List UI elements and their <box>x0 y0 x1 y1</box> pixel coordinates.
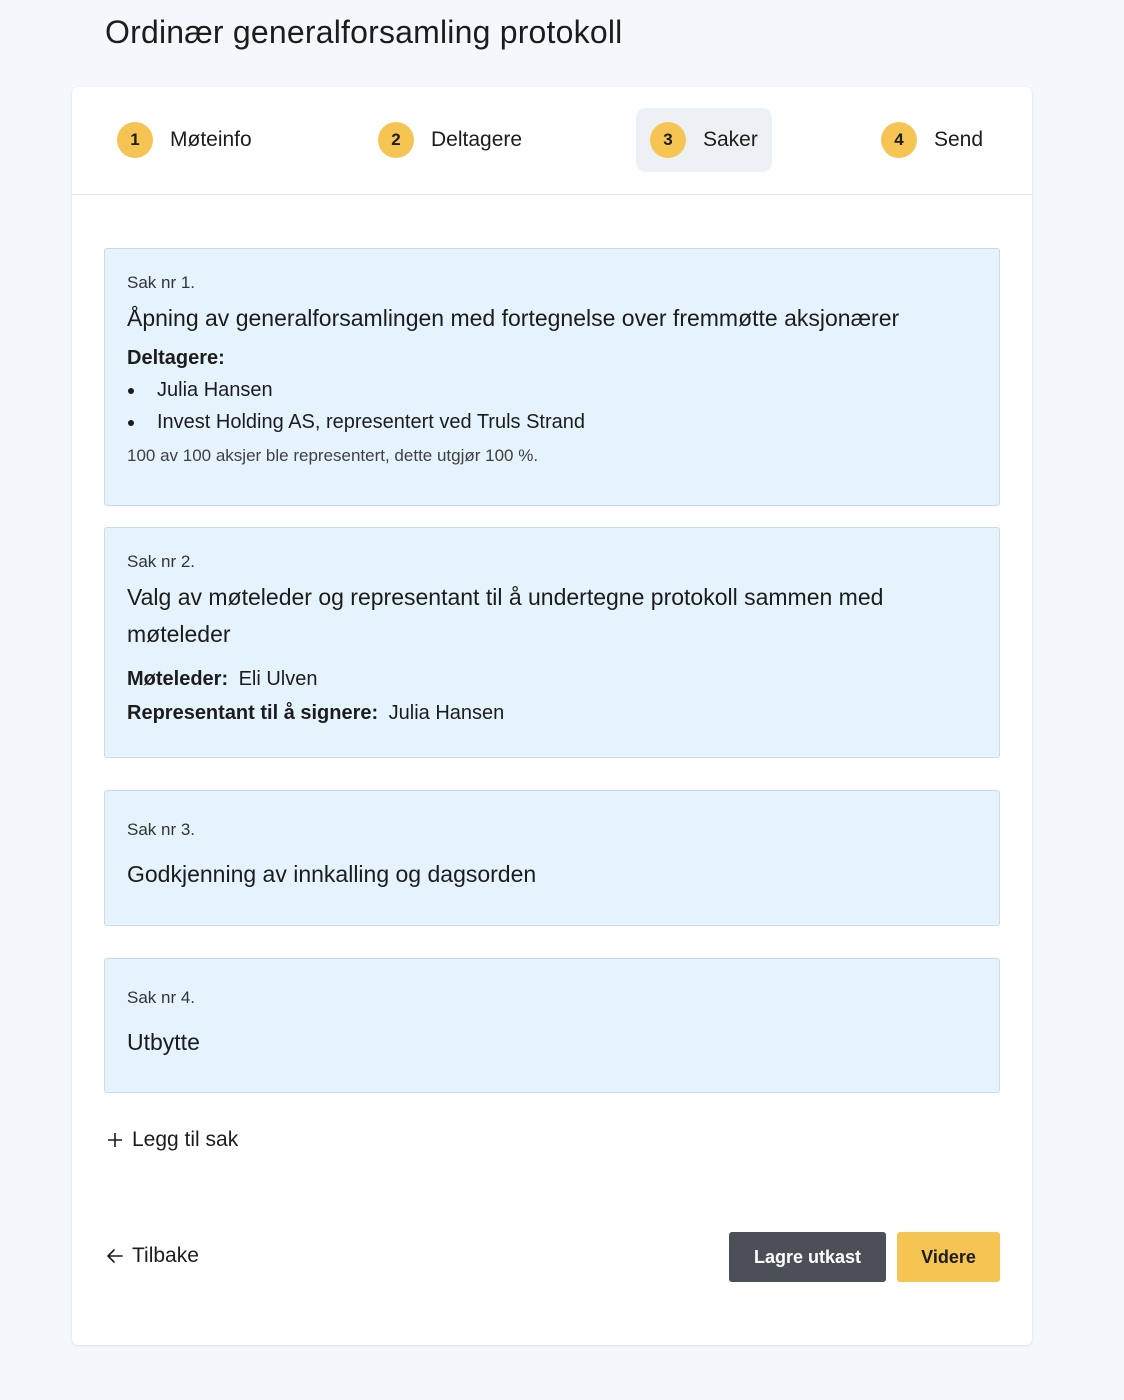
sak-number: Sak nr 4. <box>127 988 196 1007</box>
step-label: Deltagere <box>431 128 523 151</box>
step-number: 1 <box>117 122 153 158</box>
sak-card-1[interactable] <box>104 248 1000 506</box>
page-title: Ordinær generalforsamling protokoll <box>105 14 623 50</box>
sak-card-4[interactable] <box>104 958 1000 1093</box>
save-draft-button[interactable]: Lagre utkast <box>729 1232 886 1282</box>
sak-title: Utbytte <box>127 1029 200 1055</box>
chair-label: Møteleder: <box>127 668 229 690</box>
signer-row <box>127 697 977 731</box>
sak-number: Sak nr 2. <box>127 552 196 571</box>
stepper <box>72 87 1032 195</box>
protocol-card <box>72 87 1032 1345</box>
step-moteinfo[interactable] <box>103 108 266 172</box>
back-link[interactable] <box>106 1244 199 1268</box>
next-button[interactable]: Videre <box>897 1232 1000 1282</box>
shares-note: 100 av 100 aksjer ble representert, dette utgjør 100 %. <box>127 446 539 465</box>
step-label: Saker <box>703 128 758 151</box>
back-label: Tilbake <box>132 1244 199 1267</box>
sak-number: Sak nr 3. <box>127 820 196 839</box>
step-number: 3 <box>650 122 686 158</box>
sak-card-3[interactable] <box>104 790 1000 926</box>
step-label: Send <box>934 128 984 151</box>
step-deltagere[interactable] <box>364 108 536 172</box>
signer-label: Representant til å signere: <box>127 702 379 724</box>
plus-icon <box>106 1131 124 1149</box>
participants-label: Deltagere: <box>127 347 225 369</box>
step-label: Møteinfo <box>170 128 252 151</box>
chair-value: Eli Ulven <box>238 668 318 690</box>
signer-value: Julia Hansen <box>388 702 505 724</box>
arrow-left-icon <box>106 1247 124 1265</box>
sak-number: Sak nr 1. <box>127 273 196 292</box>
step-number: 4 <box>881 122 917 158</box>
participant-item: Invest Holding AS, representert ved Truls Strand <box>127 406 977 438</box>
sak-title: Valg av møteleder og representant til å undertegne protokoll sammen med møteleder <box>127 584 884 647</box>
participant-item: Julia Hansen <box>127 374 977 406</box>
sak-title: Åpning av generalforsamlingen med fortegnelse over fremmøtte aksjonærer <box>127 305 900 331</box>
step-saker[interactable] <box>636 108 772 172</box>
step-send[interactable] <box>867 108 997 172</box>
sak-title: Godkjenning av innkalling og dagsorden <box>127 861 537 887</box>
add-sak-link[interactable] <box>106 1128 238 1152</box>
sak-card-2[interactable] <box>104 527 1000 758</box>
participants-list <box>127 374 977 438</box>
step-number: 2 <box>378 122 414 158</box>
add-sak-label: Legg til sak <box>132 1128 239 1151</box>
chair-row <box>127 663 977 697</box>
